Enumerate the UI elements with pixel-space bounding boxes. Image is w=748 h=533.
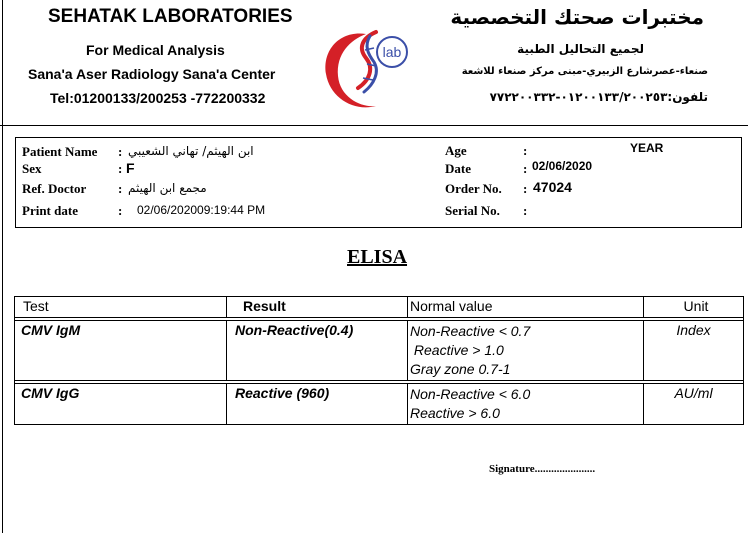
colon: : <box>523 203 528 218</box>
normal-value <box>408 321 644 381</box>
test-result: Reactive (960) <box>227 384 408 425</box>
patient-name-label: Patient Name <box>22 144 98 159</box>
results-table <box>14 296 744 425</box>
sex-value: F <box>126 160 135 176</box>
header-test: Test <box>15 297 227 318</box>
age-value: YEAR <box>630 141 664 155</box>
lab-phone-ar: تلفون:٠١٢٠٠١٣٣/٢٠٠٢٥٣-٧٧٢٢٠٠٣٣٢ <box>489 90 708 104</box>
normal-value-line: Non-Reactive < 6.0 <box>410 386 531 402</box>
colon: : <box>523 161 528 176</box>
date-value: 02/06/2020 <box>532 159 593 173</box>
header-result: Result <box>227 297 408 318</box>
test-unit: AU/ml <box>644 384 744 425</box>
lab-name-ar: مختبرات صحتك التخصصية <box>450 5 704 29</box>
test-result: Non-Reactive(0.4) <box>227 321 408 381</box>
test-name: CMV IgG <box>15 384 227 425</box>
table-header-row <box>15 297 744 318</box>
normal-value <box>408 384 644 425</box>
normal-value-line: Reactive > 6.0 <box>410 405 500 421</box>
lab-logo-icon <box>318 28 408 114</box>
colon: : <box>523 181 528 196</box>
colon: : <box>523 143 528 158</box>
lab-name-en: SEHATAK LABORATORIES <box>48 6 293 27</box>
order-no-value: 47024 <box>533 179 572 195</box>
header-normal-value: Normal value <box>408 297 644 318</box>
date-label: Date <box>445 161 471 176</box>
age-label: Age <box>445 143 467 158</box>
table-row <box>15 321 744 381</box>
order-no-label: Order No. <box>445 181 502 196</box>
normal-value-line: Gray zone 0.7-1 <box>410 361 511 377</box>
signature-line: Signature...................... <box>489 463 596 475</box>
sex-label: Sex <box>22 161 42 176</box>
test-unit: Index <box>644 321 744 381</box>
header-unit: Unit <box>644 297 744 318</box>
colon: : <box>118 161 123 176</box>
ref-doctor-value: مجمع ابن الهيثم <box>128 181 207 195</box>
report-title: ELISA <box>347 246 408 268</box>
header-divider <box>0 125 748 126</box>
colon: : <box>118 203 123 218</box>
logo-text: lab <box>382 44 402 60</box>
patient-info-box <box>15 137 742 228</box>
patient-name-value: ابن الهيثم/ تهاني الشعيبي <box>128 144 254 158</box>
lab-phone-en: Tel:01200133/200253 -772200332 <box>50 90 266 106</box>
lab-tagline-en: For Medical Analysis <box>86 42 225 58</box>
print-date-label: Print date <box>22 203 78 218</box>
test-name: CMV IgM <box>15 321 227 381</box>
colon: : <box>118 181 123 196</box>
lab-tagline-ar: لجميع التحاليل الطبية <box>517 42 644 56</box>
lab-address-ar: صنعاء-عصرشارع الزبيري-مبنى مركز صنعاء للاشعة <box>461 66 708 77</box>
lab-address-en: Sana'a Aser Radiology Sana'a Center <box>28 66 276 82</box>
normal-value-line: Reactive > 1.0 <box>410 342 504 358</box>
colon: : <box>118 144 123 159</box>
ref-doctor-label: Ref. Doctor <box>22 181 87 196</box>
table-row <box>15 384 744 425</box>
normal-value-line: Non-Reactive < 0.7 <box>410 323 531 339</box>
page-edge <box>2 0 3 533</box>
serial-no-label: Serial No. <box>445 203 500 218</box>
print-date-value: 02/06/202009:19:44 PM <box>137 203 266 217</box>
